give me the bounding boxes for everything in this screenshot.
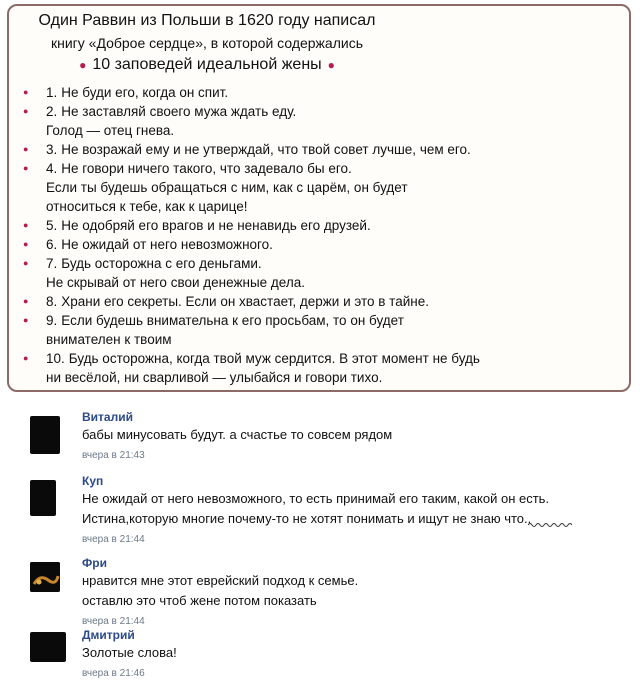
rule-text: Не буди его, когда он спит.: [61, 85, 229, 100]
commandments-card: [7, 4, 631, 392]
rule-text-cont: Голод — отец гнева.: [46, 123, 175, 138]
comment-text: Золотые слова!: [82, 645, 177, 660]
rule-number: 6.: [46, 237, 58, 252]
comment-body: [82, 474, 549, 548]
rule-text-cont: ни весёлой, ни сварливой — улыбайся и говори тихо.: [46, 370, 383, 385]
rule-7: [23, 254, 480, 292]
rule-text: Не заставляй своего мужа ждать еду.: [61, 104, 297, 119]
header-line-3-row: [9, 54, 405, 76]
rule-1: [23, 83, 480, 102]
rule-number: 3.: [46, 142, 58, 157]
comment-time[interactable]: вчера в 21:44: [82, 616, 145, 627]
rule-5: [23, 216, 480, 235]
bullet-icon: ●: [23, 258, 29, 268]
rule-3: [23, 140, 480, 159]
comment-author[interactable]: Фри: [82, 556, 107, 570]
rule-text: Храни его секреты. Если он хвастает, держи и это в тайне.: [61, 294, 429, 309]
comment-time[interactable]: вчера в 21:46: [82, 668, 145, 679]
rule-number: 8.: [46, 294, 58, 309]
avatar-image: [30, 562, 60, 592]
rule-number: 4.: [46, 161, 58, 176]
bullet-icon: ●: [79, 58, 87, 72]
rule-9: [23, 311, 480, 349]
avatar[interactable]: [30, 632, 66, 662]
bullet-icon: ●: [23, 87, 29, 97]
rule-text-cont: Если ты будешь обращаться с ним, как с царём, он будет: [46, 180, 408, 195]
bullet-icon: ●: [23, 239, 29, 249]
rule-text: Будь осторожна, когда твой муж сердится. В этот момент не будь: [68, 351, 480, 366]
bullet-icon: ●: [23, 296, 29, 306]
rule-text: Будь осторожна с его деньгами.: [61, 256, 262, 271]
card-header: [9, 10, 405, 76]
rule-10: [23, 349, 480, 387]
rule-6: [23, 235, 480, 254]
header-line-1: Один Раввин из Польши в 1620 году написал: [38, 12, 376, 29]
rule-text-cont: Не скрывай от него свои денежные дела.: [46, 275, 305, 290]
comment-author[interactable]: Куп: [82, 474, 104, 488]
comment-text: оставлю это чтоб жене потом показать: [82, 593, 317, 608]
comment-body: [82, 556, 358, 630]
rule-text-cont: внимателен к твоим: [46, 332, 172, 347]
rule-number: 9.: [46, 313, 58, 328]
comment-time[interactable]: вчера в 21:44: [82, 534, 145, 545]
comment-author[interactable]: Виталий: [82, 410, 133, 424]
comment-text: Истина,которую многие почему-то не хотят понимать и ищут не знаю что..: [82, 511, 532, 526]
rule-text: Не ожидай от него невозможного.: [61, 237, 273, 252]
rule-number: 7.: [46, 256, 58, 271]
avatar[interactable]: [30, 416, 60, 454]
bullet-icon: ●: [23, 315, 29, 325]
rule-8: [23, 292, 480, 311]
comment-text: Не ожидай от него невозможного, то есть принимай его таким, какой он есть.: [82, 491, 550, 506]
rule-text: Не одобряй его врагов и не ненавидь его друзей.: [61, 218, 371, 233]
rule-number: 1.: [46, 85, 58, 100]
comment-text: бабы минусовать будут. а счастье то совсем рядом: [82, 427, 393, 442]
avatar[interactable]: [30, 480, 56, 516]
spellcheck-underline: [528, 522, 572, 528]
rule-text-cont: относиться к тебе, как к царице!: [46, 199, 248, 214]
rule-number: 10.: [46, 351, 65, 366]
rule-text: Не говори ничего такого, что задевало бы его.: [61, 161, 352, 176]
comment-time[interactable]: вчера в 21:43: [82, 450, 145, 461]
bullet-icon: ●: [23, 106, 29, 116]
rule-text: Если будешь внимательна к его просьбам, то он будет: [61, 313, 404, 328]
rule-text: Не возражай ему и не утверждай, что твой совет лучше, чем его.: [61, 142, 471, 157]
bullet-icon: ●: [23, 163, 29, 173]
comment-body: [82, 410, 392, 464]
rule-number: 5.: [46, 218, 58, 233]
avatar[interactable]: [30, 562, 60, 592]
rules-list: [23, 83, 480, 387]
rule-2: [23, 102, 480, 140]
rule-number: 2.: [46, 104, 58, 119]
rule-4: [23, 159, 480, 216]
bullet-icon: ●: [23, 353, 29, 363]
bullet-icon: ●: [327, 58, 335, 72]
comment-author[interactable]: Дмитрий: [82, 628, 135, 642]
comment-text: нравится мне этот еврейский подход к семье.: [82, 573, 359, 588]
header-line-3: 10 заповедей идеальной жены: [92, 56, 322, 73]
comment-body: [82, 628, 177, 682]
bullet-icon: ●: [23, 220, 29, 230]
header-line-2: книгу «Доброе сердце», в которой содержались: [50, 35, 363, 51]
bullet-icon: ●: [23, 144, 29, 154]
